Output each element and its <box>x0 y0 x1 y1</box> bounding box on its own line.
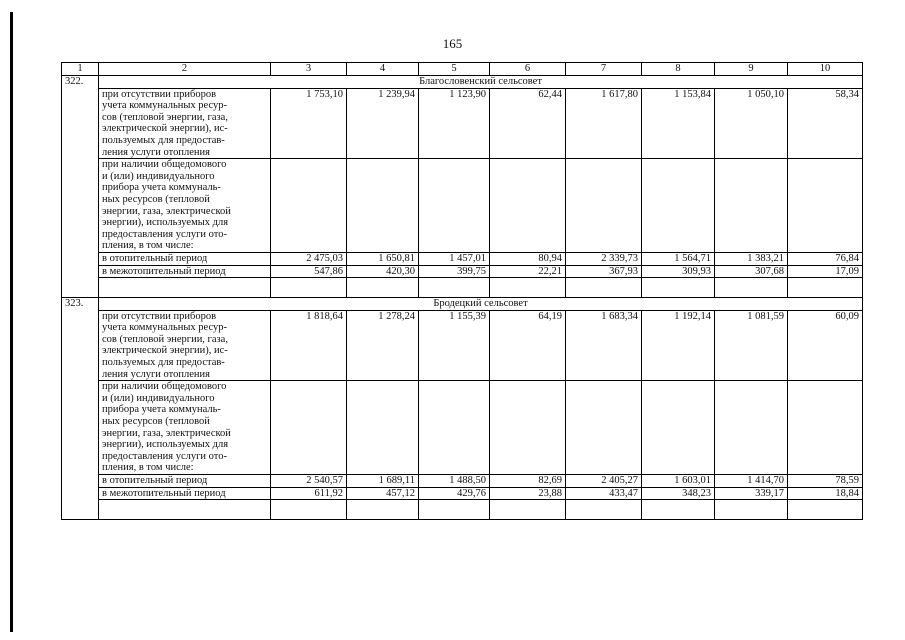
row-description-text: при отсутствии приборов учета коммунальных ресур- сов (тепловой энергии, газа, электрической энергии), ис- пользуемых для предостав- ления услуги отопления <box>102 88 228 158</box>
empty-cell <box>419 278 490 298</box>
value-cell: 1 155,39 <box>419 310 490 381</box>
value-cell: 1 753,10 <box>271 88 347 159</box>
binding-edge-line <box>10 12 13 632</box>
value-cell: 429,76 <box>419 487 490 500</box>
row-description-text: в отопительный период <box>102 475 208 486</box>
value-cell: 2 475,03 <box>271 252 347 265</box>
value-cell <box>490 159 566 253</box>
row-description <box>99 252 271 265</box>
value-cell: 18,84 <box>788 487 863 500</box>
value-cell <box>715 381 788 475</box>
value-cell: 339,17 <box>715 487 788 500</box>
value-cell: 1 488,50 <box>419 475 490 488</box>
value-cell: 62,44 <box>490 88 566 159</box>
empty-cell <box>347 500 419 520</box>
column-number-cell: 9 <box>715 63 788 76</box>
value-cell: 348,23 <box>642 487 715 500</box>
value-cell: 1 650,81 <box>347 252 419 265</box>
value-cell: 1 818,64 <box>271 310 347 381</box>
empty-cell <box>715 500 788 520</box>
value-cell: 457,12 <box>347 487 419 500</box>
table-row <box>62 487 863 500</box>
row-description <box>99 487 271 500</box>
table-row <box>62 310 863 381</box>
value-cell: 60,09 <box>788 310 863 381</box>
row-description <box>99 159 271 253</box>
row-description <box>99 310 271 381</box>
value-cell: 1 383,21 <box>715 252 788 265</box>
value-cell: 309,93 <box>642 265 715 278</box>
value-cell: 367,93 <box>566 265 642 278</box>
spacer-row <box>62 278 863 298</box>
value-cell <box>566 381 642 475</box>
value-cell: 1 192,14 <box>642 310 715 381</box>
page-number: 165 <box>442 36 463 51</box>
value-cell <box>566 159 642 253</box>
column-number-cell: 3 <box>271 63 347 76</box>
row-description <box>99 475 271 488</box>
empty-cell <box>490 500 566 520</box>
table-row <box>62 381 863 475</box>
value-cell <box>419 159 490 253</box>
value-cell: 1 617,80 <box>566 88 642 159</box>
row-description-text: при наличии общедомового и (или) индивидуального прибора учета коммуналь- ных ресурсов (тепловой энергии, газа, электрической энергии), используемых для предоставления услуги ото- пления, в том числе: <box>102 381 231 474</box>
value-cell: 23,88 <box>490 487 566 500</box>
table-row <box>62 252 863 265</box>
table-row <box>62 88 863 159</box>
empty-cell <box>642 500 715 520</box>
column-number-cell: 2 <box>99 63 271 76</box>
empty-cell <box>99 278 271 298</box>
value-cell: 611,92 <box>271 487 347 500</box>
section-name: Благословенский сельсовет <box>99 76 863 89</box>
value-cell <box>788 159 863 253</box>
value-cell: 2 540,57 <box>271 475 347 488</box>
empty-cell <box>419 500 490 520</box>
row-description-text: при отсутствии приборов учета коммунальных ресур- сов (тепловой энергии, газа, электрической энергии), ис- пользуемых для предостав- ления услуги отопления <box>102 310 228 380</box>
value-cell: 399,75 <box>419 265 490 278</box>
table-body <box>62 63 863 520</box>
value-cell: 2 405,27 <box>566 475 642 488</box>
row-description-text: в отопительный период <box>102 252 208 264</box>
value-cell <box>490 381 566 475</box>
row-description-text: в межотопительный период <box>102 265 226 277</box>
value-cell: 1 153,84 <box>642 88 715 159</box>
value-cell: 1 414,70 <box>715 475 788 488</box>
value-cell: 1 123,90 <box>419 88 490 159</box>
value-cell: 547,86 <box>271 265 347 278</box>
value-cell: 1 081,59 <box>715 310 788 381</box>
value-cell: 1 239,94 <box>347 88 419 159</box>
tariff-table <box>61 62 863 520</box>
value-cell <box>419 381 490 475</box>
value-cell: 307,68 <box>715 265 788 278</box>
row-description-text: при наличии общедомового и (или) индивидуального прибора учета коммуналь- ных ресурсов (тепловой энергии, газа, электрической энергии), используемых для предоставления услуги ото- пления, в том числе: <box>102 159 231 252</box>
column-number-cell: 10 <box>788 63 863 76</box>
column-number-cell: 8 <box>642 63 715 76</box>
value-cell: 1 564,71 <box>642 252 715 265</box>
value-cell: 1 278,24 <box>347 310 419 381</box>
section-index: 322. <box>62 76 99 298</box>
empty-cell <box>566 500 642 520</box>
empty-cell <box>715 278 788 298</box>
value-cell: 420,30 <box>347 265 419 278</box>
value-cell: 76,84 <box>788 252 863 265</box>
section-title-row <box>62 76 863 89</box>
value-cell: 2 339,73 <box>566 252 642 265</box>
value-cell <box>347 159 419 253</box>
empty-cell <box>347 278 419 298</box>
section-title-row <box>62 298 863 311</box>
value-cell: 22,21 <box>490 265 566 278</box>
column-number-cell: 5 <box>419 63 490 76</box>
value-cell <box>642 159 715 253</box>
value-cell <box>347 381 419 475</box>
column-number-cell: 7 <box>566 63 642 76</box>
value-cell: 64,19 <box>490 310 566 381</box>
section-name: Бродецкий сельсовет <box>99 298 863 311</box>
column-number-cell: 1 <box>62 63 99 76</box>
section-index: 323. <box>62 298 99 520</box>
value-cell: 1 050,10 <box>715 88 788 159</box>
value-cell <box>271 381 347 475</box>
row-description <box>99 265 271 278</box>
value-cell: 1 457,01 <box>419 252 490 265</box>
row-description-text: в межотопительный период <box>102 487 226 499</box>
table-row <box>62 159 863 253</box>
value-cell: 82,69 <box>490 475 566 488</box>
value-cell: 78,59 <box>788 475 863 488</box>
value-cell <box>788 381 863 475</box>
empty-cell <box>566 278 642 298</box>
table-row <box>62 265 863 278</box>
empty-cell <box>271 500 347 520</box>
empty-cell <box>271 278 347 298</box>
empty-cell <box>642 278 715 298</box>
empty-cell <box>99 500 271 520</box>
value-cell: 58,34 <box>788 88 863 159</box>
empty-cell <box>490 278 566 298</box>
row-description <box>99 381 271 475</box>
value-cell: 1 603,01 <box>642 475 715 488</box>
column-number-cell: 4 <box>347 63 419 76</box>
empty-cell <box>788 278 863 298</box>
column-number-cell: 6 <box>490 63 566 76</box>
empty-cell <box>788 500 863 520</box>
spacer-row <box>62 500 863 520</box>
column-number-row <box>62 63 863 76</box>
value-cell <box>271 159 347 253</box>
value-cell: 433,47 <box>566 487 642 500</box>
value-cell: 17,09 <box>788 265 863 278</box>
value-cell: 1 683,34 <box>566 310 642 381</box>
value-cell <box>715 159 788 253</box>
value-cell: 1 689,11 <box>347 475 419 488</box>
value-cell <box>642 381 715 475</box>
table-row <box>62 475 863 488</box>
value-cell: 80,94 <box>490 252 566 265</box>
row-description <box>99 88 271 159</box>
